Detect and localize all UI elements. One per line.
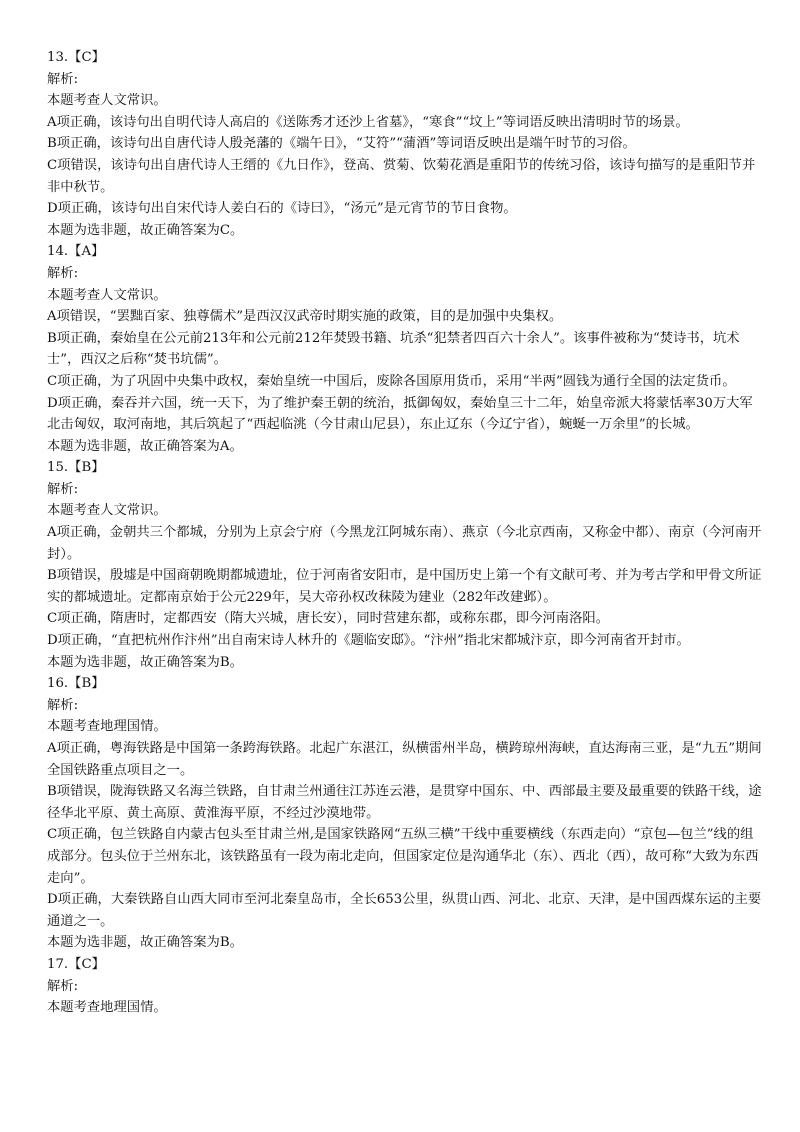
option-c: C项正确，为了巩固中央集中政权，秦始皇统一中国后，废除各国原用货币，采用“半两”圆钱为通行全国的法定货币。 [47,373,736,389]
analysis-label: 解析: [47,265,79,281]
question-16 [47,673,763,954]
option-a: A项正确，粤海铁路是中国第一条跨海铁路。北起广东湛江，纵横雷州半岛，横跨琼州海峡，直达海南三亚，是“九五”期间全国铁路重点项目之一。 [47,741,762,778]
option-b: B项正确，秦始皇在公元前213年和公元前212年焚毁书籍、坑杀“犯禁者四百六十余人”。该事件被称为“焚诗书，坑术士”，西汉之后称“焚书坑儒”。 [47,330,740,368]
option-d: D项正确，该诗句出自宋代诗人姜白石的《诗曰》，“汤元”是元宵节的节日食物。 [47,201,517,217]
topic-line: 本题考查人文常识。 [47,287,167,303]
answer-explanations [47,47,763,1019]
option-c: C项错误，该诗句出自唐代诗人王缙的《九日作》，登高、赏菊、饮菊花酒是重阳节的传统习俗，该诗句描写的是重阳节并非中秋节。 [47,157,756,195]
question-number: 14.【A】 [47,244,105,260]
option-a: A项错误，“罢黜百家、独尊儒术”是西汉汉武帝时期实施的政策，目的是加强中央集权。 [47,309,563,325]
option-b: B项错误，陇海铁路又名海兰铁路，自甘肃兰州通往江苏连云港，是贯穿中国东、中、西部最主要及最重要的铁路干线，途径华北平原、黄土高原、黄淮海平原，不经过沙漠地带。 [47,784,762,821]
conclusion-line: 本题为选非题，故正确答案为C。 [47,222,244,238]
option-a: A项正确，金朝共三个都城，分别为上京会宁府（今黑龙江阿城东南）、燕京（今北京西南，又称金中都）、南京（今河南开封）。 [47,525,762,562]
conclusion-line: 本题为选非题，故正确答案为A。 [47,438,243,454]
option-d: D项正确，大秦铁路自山西大同市至河北秦皇岛市，全长653公里，纵贯山西、河北、北京、天津，是中国西煤东运的主要通道之一。 [47,892,762,929]
question-number: 17.【C】 [47,956,105,972]
option-c: C项正确，隋唐时，定都西安（隋大兴城，唐长安），同时营建东都，或称东郡，即今河南洛阳。 [47,611,609,627]
topic-line: 本题考查地理国情。 [47,719,167,735]
option-a: A项正确，该诗句出自明代诗人高启的《送陈秀才还沙上省墓》，“寒食”“坟上”等词语反映出清明时节的场景。 [47,114,689,130]
topic-line: 本题考查人文常识。 [47,93,167,109]
analysis-label: 解析: [47,71,79,87]
question-13 [47,47,763,241]
conclusion-line: 本题为选非题，故正确答案为B。 [47,654,243,670]
analysis-label: 解析: [47,481,79,497]
question-number: 16.【B】 [47,676,105,692]
conclusion-line: 本题为选非题，故正确答案为B。 [47,935,243,951]
analysis-label: 解析: [47,697,79,713]
topic-line: 本题考查地理国情。 [47,1000,167,1016]
option-c: C项正确，包兰铁路自内蒙古包头至甘肃兰州,是国家铁路网“五纵三横”干线中重要横线（东西走向）“京包—包兰”线的组成部分。包头位于兰州东北，该铁路虽有一段为南北走向，但国家定位是沟通华北（东）、西北（西），故可称“大致为东西走向”。 [47,827,759,886]
question-14 [47,241,763,457]
option-b: B项正确，该诗句出自唐代诗人殷尧藩的《端午日》，“艾符”“蒲酒”等词语反映出是端午时节的习俗。 [47,136,636,152]
option-b: B项错误，殷墟是中国商朝晚期都城遗址，位于河南省安阳市，是中国历史上第一个有文献可考、并为考古学和甲骨文所证实的都城遗址。定都南京始于公元229年，吴大帝孙权改秣陵为建业（282年改建邺）。 [47,568,762,605]
topic-line: 本题考查人文常识。 [47,503,167,519]
option-d: D项正确，秦吞并六国，统一天下，为了维护秦王朝的统治，抵御匈奴，秦始皇三十二年，始皇帝派大将蒙恬率30万大军北击匈奴，取河南地，其后筑起了“西起临洮（今甘肃山尼县），东止辽东（今辽宁省），蜿蜒一万余里”的长城。 [47,395,753,433]
question-15 [47,457,763,673]
analysis-label: 解析: [47,978,79,994]
question-number: 13.【C】 [47,50,105,65]
option-d: D项正确，“直把杭州作汴州”出自南宋诗人林升的《题临安邸》。“汴州”指北宋都城汴京，即今河南省开封市。 [47,633,690,649]
question-17 [47,954,763,1019]
question-number: 15.【B】 [47,460,105,476]
